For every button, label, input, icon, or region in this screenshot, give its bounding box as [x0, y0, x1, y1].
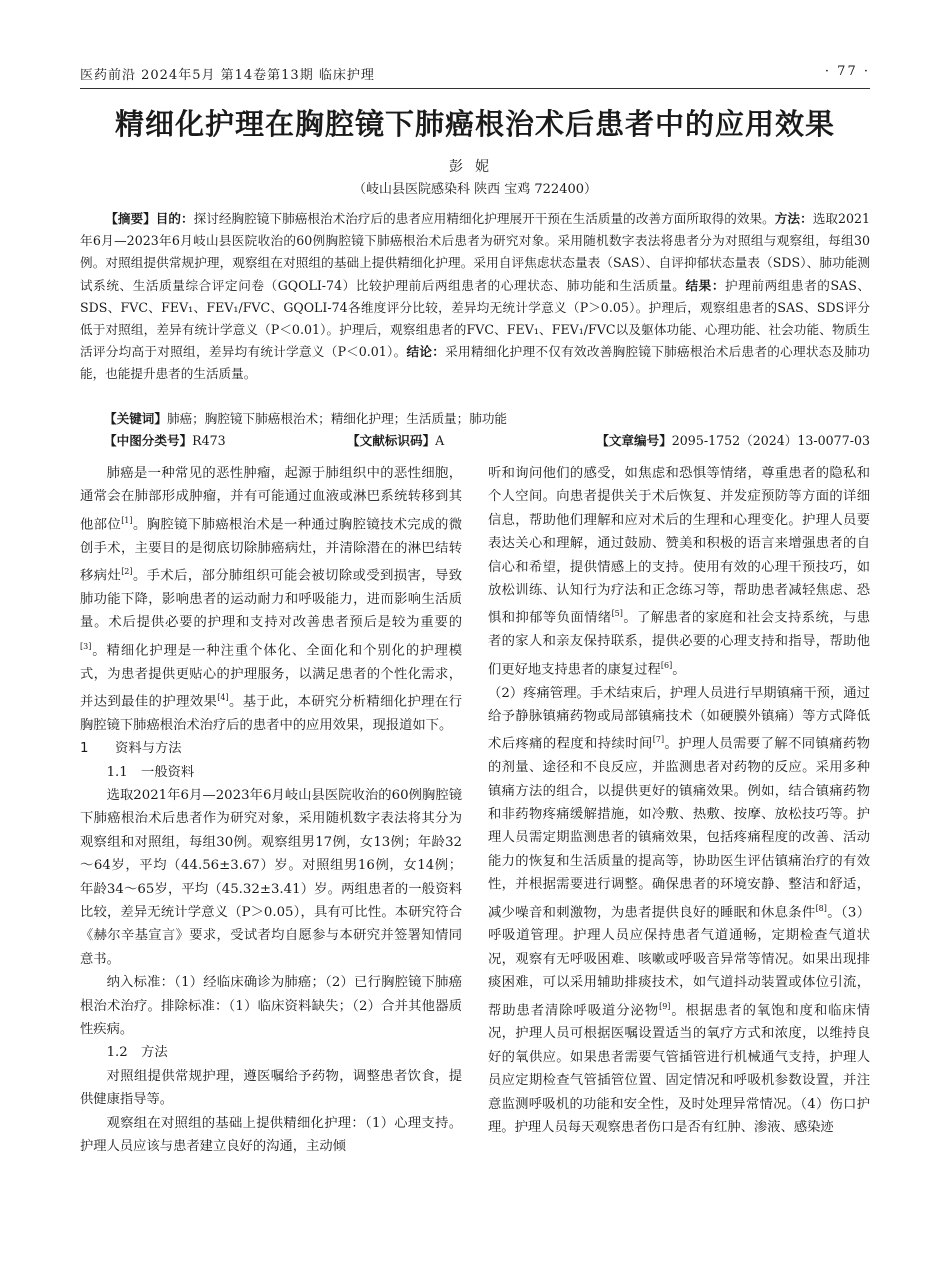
citation-4[interactable]: [4] [217, 692, 229, 702]
doc-value: A [435, 433, 445, 448]
clc-label: 【中图分类号】 [104, 433, 193, 448]
psych-support-paragraph [488, 462, 870, 682]
header-rule [80, 88, 870, 89]
observation-group-paragraph: 观察组在对照组的基础上提供精细化护理：（1）心理支持。护理人员应该与患者建立良好的沟通，主动倾 [80, 1115, 462, 1155]
left-column [80, 462, 462, 1158]
citation-7[interactable]: [7] [652, 735, 665, 745]
article-number [596, 430, 870, 452]
intro-paragraph [80, 462, 462, 737]
citation-3[interactable]: [3] [80, 641, 92, 651]
keywords [104, 408, 870, 430]
abstract-label: 【摘要】 [105, 211, 156, 226]
airway-text-1: 。（3）呼吸道管理。护理人员应保持患者气道通畅，定期检查气道状况，观察有无呼吸困难、咳嗽或呼吸音异常等情况。如果出现排痰困难，可以采用辅助排痰技术，如气道抖动装置或体位引流，帮助患者清除呼吸道分泌物 [488, 905, 871, 1019]
citation-6[interactable]: [6] [660, 660, 673, 670]
keywords-label: 【关键词】 [104, 411, 167, 426]
intro-text-2: 。胸腔镜下肺癌根治术是一种通过胸腔镜技术完成的微创手术，主要目的是彻底切除肺癌病灶，并清除潜在的淋巴结转移病灶 [80, 517, 463, 584]
keywords-text: 肺癌；胸腔镜下肺癌根治术；精细化护理；生活质量；肺功能 [166, 411, 507, 426]
doc-label: 【文献标识码】 [347, 433, 436, 448]
result-label: 结果： [685, 277, 726, 293]
article-title: 精细化护理在胸腔镜下肺癌根治术后患者中的应用效果 [114, 107, 835, 141]
right-column [488, 462, 870, 1139]
criteria-paragraph: 纳入标准：（1）经临床确诊为肺癌；（2）已行胸腔镜下肺癌根治术治疗。排除标准：（1）临床资料缺失；（2）合并其他器质性疾病。 [80, 975, 462, 1038]
psych-text-1: 听和询问他们的感受，如焦虑和恐惧等情绪，尊重患者的隐私和个人空间。向患者提供关于术后恢复、并发症预防等方面的详细信息，帮助他们理解和应对术后的生理和心理变化。护理人员要表达关心和理解，通过鼓励、赞美和积极的语言来增强患者的自信心和希望，提供情感上的支持。使用有效的心理干预技巧，如放松训练、认知行为疗法和正念练习等，帮助患者减轻焦虑、恐惧和抑郁等负面情绪 [488, 466, 870, 626]
conclusion-label: 结论： [406, 344, 446, 360]
pain-management-paragraph [488, 682, 870, 1140]
section-heading-1: 1 资料与方法 [80, 741, 182, 757]
pain-text-1: （2）疼痛管理。手术结束后，护理人员进行早期镇痛干预，通过给予静脉镇痛药物或局部镇痛技术（如硬膜外镇痛）等方式降低术后疼痛的程度和持续时间 [488, 685, 870, 752]
author-affiliation: （岐山县医院感染科 陕西 宝鸡 722400） [352, 182, 598, 197]
clc-value: R473 [192, 433, 226, 448]
intro-text-4: 。精细化护理是一种注重个体化、全面化和个别化的护理模式，为患者提供更贴心的护理服务，以满足患者的个性化需求，并达到最佳的护理效果 [80, 643, 462, 710]
intro-text-3: 。手术后，部分肺组织可能会被切除或受到损害，导致肺功能下降，影响患者的运动耐力和呼吸能力，进而影响生活质量。术后提供必要的护理和支持对改善患者预后是较为重要的 [80, 568, 463, 631]
document-code [347, 430, 444, 452]
method-label: 方法： [774, 211, 813, 226]
airway-text-2: 。根据患者的氧饱和度和临床情况，护理人员可根据医嘱设置适当的氧疗方式和浓度，以维持良好的氧供应。如果患者需要气管插管进行机械通气支持，护理人员应定期检查气管插管位置、固定情况和呼吸机参数设置，并注意监测呼吸机的功能和安全性，及时处理异常情况。（4）伤口护理。护理人员每天观察患者伤口是否有红肿、渗液、感染迹 [488, 1003, 871, 1136]
method-text: 选取2021年6月—2023年6月岐山县医院收治的60例胸腔镜下肺癌根治术后患者为研究对象。采用随机数字表法将患者分为对照组与观察组，每组30例。对照组提供常规护理，观察组在对照组的基础上提供精细化护理。采用自评焦虑状态量表（SAS）、自评抑郁状态量表（SDS）、肺功能测试系统、生活质量综合评定问卷（GQOLI-74）比较护理前后两组患者的心理状态、肺功能和生活质量。 [80, 211, 871, 293]
intro-text-1: 肺癌是一种常见的恶性肿瘤，起源于肺组织中的恶性细胞，通常会在肺部形成肿瘤，并有可能通过血液或淋巴系统转移到其他部位 [80, 466, 462, 533]
citation-9[interactable]: [9] [659, 1001, 671, 1011]
subsection-heading-1-1: 1.1 一般资料 [106, 764, 195, 780]
result-text: 护理前两组患者的SAS、SDS、FVC、FEV₁、FEV₁/FVC、GQOLI-74各维度评分比较，差异均无统计学意义（P＞0.05）。护理后，观察组患者的SAS、SDS评分低于对照组，差异有统计学意义（P＜0.01）。护理后，观察组患者的FVC、FEV₁、FEV₁/FVC以及躯体功能、心理功能、社会功能、物质生活评分均高于对照组，差异均有统计学意义（P＜0.01）。 [80, 277, 871, 360]
abstract [80, 208, 870, 386]
conclusion-text: 采用精细化护理不仅有效改善胸腔镜下肺癌根治术后患者的心理状态及肺功能，也能提升患者的生活质量。 [80, 344, 871, 382]
intro-text-5: 。基于此，本研究分析精细化护理在行胸腔镜下肺癌根治术治疗后的患者中的应用效果，现报道如下。 [80, 694, 463, 733]
art-label: 【文章编号】 [596, 433, 672, 448]
psych-text-3: 。 [672, 662, 686, 678]
objective-label: 目的： [155, 211, 194, 226]
citation-5[interactable]: [5] [611, 609, 623, 619]
control-group-paragraph: 对照组提供常规护理，遵医嘱给予药物，调整患者饮食，提供健康指导等。 [80, 1068, 462, 1108]
subsection-heading-1-2: 1.2 方法 [106, 1045, 168, 1061]
journal-info: 医药前沿 2024年5月 第14卷第13期 临床护理 [80, 68, 375, 83]
author-name: 彭妮 [449, 159, 501, 175]
art-value: 2095-1752（2024）13-0077-03 [671, 433, 870, 448]
clc-number [104, 430, 226, 452]
citation-8[interactable]: [8] [815, 903, 827, 913]
citation-2[interactable]: [2] [121, 567, 133, 577]
citation-1[interactable]: [1] [121, 515, 133, 525]
psych-text-2: 。了解患者的家庭和社会支持系统，与患者的家人和亲友保持联系，提供必要的心理支持和指导，帮助他们更好地支持患者的康复过程 [488, 610, 871, 678]
pain-text-2: 。护理人员需要了解不同镇痛药物的剂量、途径和不良反应，并监测患者对药物的反应。采用多种镇痛方法的组合，以提供更好的镇痛效果。例如，结合镇痛药物和非药物疼痛缓解措施，如冷敷、热敷、按摩、放松技巧等。护理人员需定期监测患者的镇痛效果，包括疼痛程度的改善、活动能力的恢复和生活质量的提高等，协助医生评估镇痛治疗的有效性，并根据需要进行调整。确保患者的环境安静、整洁和舒适，减少噪音和刺激物，为患者提供良好的睡眠和休息条件 [488, 736, 871, 920]
page-number: · 77 · [824, 64, 870, 79]
general-info-paragraph: 选取2021年6月—2023年6月岐山县医院收治的60例胸腔镜下肺癌根治术后患者作为研究对象，采用随机数字表法将其分为观察组和对照组，每组30例。观察组男17例，女13例；年龄32～64岁，平均（44.56±3.67）岁。对照组男16例，女14例；年龄34～65岁，平均（45.32±3.41）岁。两组患者的一般资料比较，差异无统计学意义（P＞0.05），具有可比性。本研究符合《赫尔辛基宣言》要求，受试者均自愿参与本研究并签署知情同意书。 [80, 787, 462, 967]
running-header [80, 64, 870, 86]
objective-text: 探讨经胸腔镜下肺癌根治术治疗后的患者应用精细化护理展开干预在生活质量的改善方面所取得的效果。 [193, 211, 775, 226]
